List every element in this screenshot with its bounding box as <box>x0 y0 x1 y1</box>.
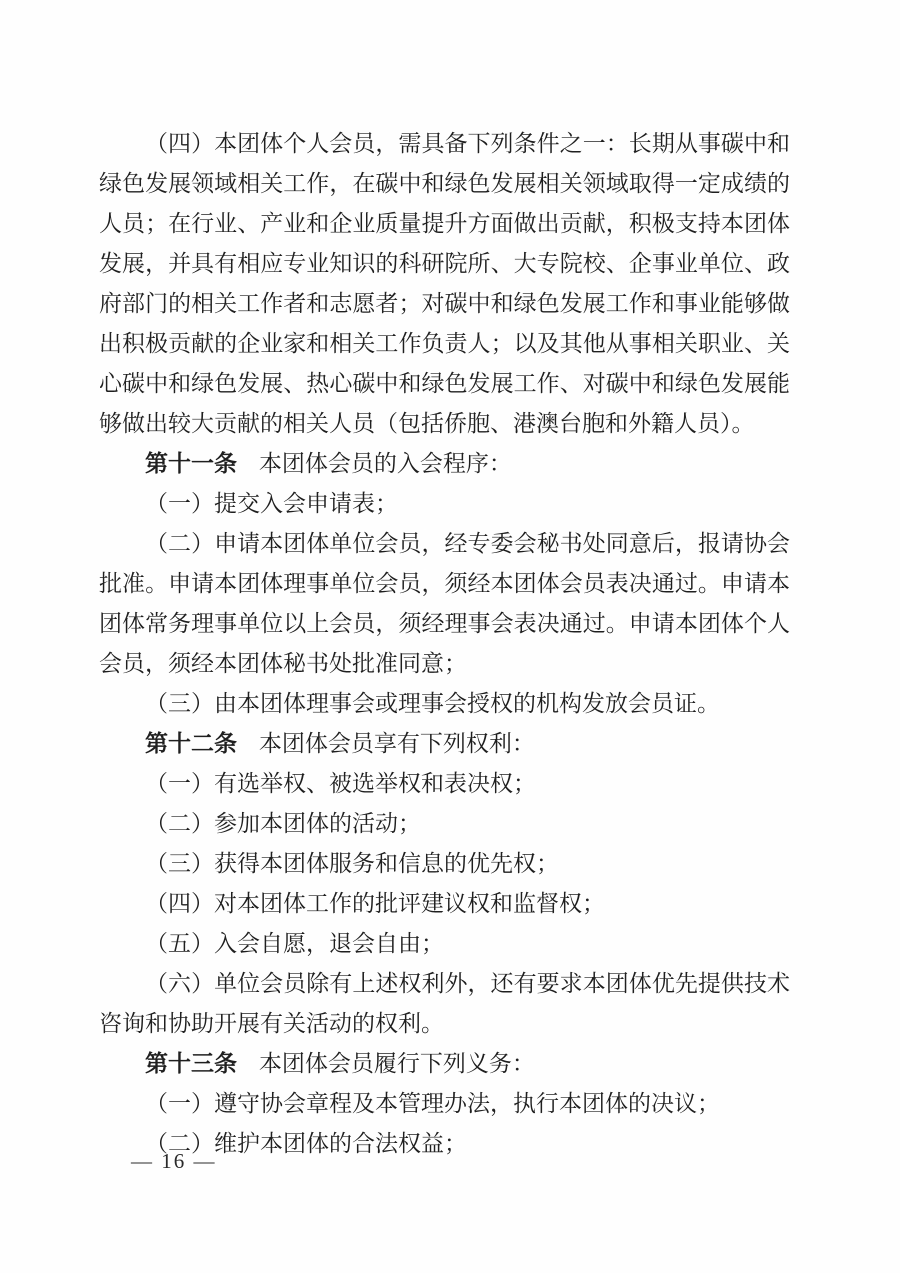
paragraph <box>99 924 790 964</box>
paragraph-text: （一）遵守协会章程及本管理办法，执行本团体的决议； <box>145 1091 720 1116</box>
paragraph-text: （六）单位会员除有上述权利外，还有要求本团体优先提供技术咨询和协助开展有关活动的权利。 <box>99 971 790 1036</box>
paragraph <box>99 1084 790 1124</box>
paragraph-text: （二）参加本团体的活动； <box>145 811 421 836</box>
paragraph <box>99 524 790 684</box>
paragraph-text: （一）提交入会申请表； <box>145 491 398 516</box>
paragraph <box>99 964 790 1044</box>
paragraph <box>99 684 790 724</box>
page-number: — 16 — <box>131 1149 217 1173</box>
paragraph-text: 本团体会员的入会程序： <box>258 451 512 476</box>
paragraph <box>99 844 790 884</box>
paragraph <box>99 484 790 524</box>
article-number: 第十二条 <box>145 731 237 756</box>
article-paragraph <box>99 444 790 484</box>
paragraph-text: 本团体会员履行下列义务： <box>258 1051 535 1076</box>
article-paragraph <box>99 1044 790 1084</box>
paragraph-text: （二）申请本团体单位会员，经专委会秘书处同意后，报请协会批准。申请本团体理事单位会员，须经本团体会员表决通过。申请本团体常务理事单位以上会员，须经理事会表决通过。申请本团体个人会员，须经本团体秘书处批准同意； <box>99 531 790 676</box>
paragraph <box>99 124 790 444</box>
paragraph-text: （五）入会自愿，退会自由； <box>145 931 444 956</box>
paragraph-text: （三）获得本团体服务和信息的优先权； <box>145 851 559 876</box>
document-body <box>99 124 790 1164</box>
paragraph-text: （三）由本团体理事会或理事会授权的机构发放会员证。 <box>145 691 720 716</box>
paragraph-text: （四）对本团体工作的批评建议权和监督权； <box>145 891 605 916</box>
article-paragraph <box>99 724 790 764</box>
article-number: 第十三条 <box>145 1051 237 1076</box>
paragraph <box>99 884 790 924</box>
paragraph-text: （四）本团体个人会员，需具备下列条件之一：长期从事碳中和绿色发展领域相关工作，在碳中和绿色发展相关领域取得一定成绩的人员；在行业、产业和企业质量提升方面做出贡献，积极支持本团体发展，并具有相应专业知识的科研院所、大专院校、企事业单位、政府部门的相关工作者和志愿者；对碳中和绿色发展工作和事业能够做出积极贡献的企业家和相关工作负责人；以及其他从事相关职业、关心碳中和绿色发展、热心碳中和绿色发展工作、对碳中和绿色发展能够做出较大贡献的相关人员（包括侨胞、港澳台胞和外籍人员）。 <box>99 131 790 436</box>
paragraph-text: （一）有选举权、被选举权和表决权； <box>145 771 536 796</box>
paragraph-text: 本团体会员享有下列权利： <box>258 731 535 756</box>
paragraph <box>99 764 790 804</box>
paragraph <box>99 804 790 844</box>
article-number: 第十一条 <box>145 451 237 476</box>
paragraph-text: （二）维护本团体的合法权益； <box>145 1131 467 1156</box>
